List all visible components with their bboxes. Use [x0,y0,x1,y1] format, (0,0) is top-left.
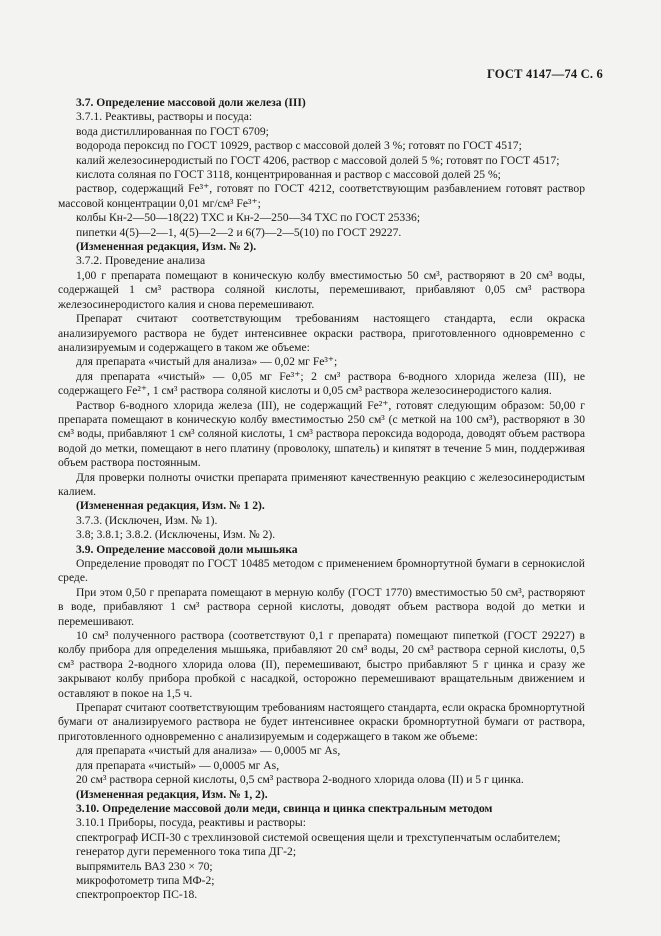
paragraph: для препарата «чистый» — 0,0005 мг As, [76,758,280,772]
paragraph: При этом 0,50 г препарата помещают в мерную колбу (ГОСТ 1770) вместимостью 50 см³, растворяют в воде, прибавляют 1 см³ раствора серной кислоты, доводят объем раствора водой до метки и перемешивают. [58,585,585,628]
section-heading: 3.7. Определение массовой доли железа (III) [76,96,306,109]
paragraph: генератор дуги переменного тока типа ДГ-2; [76,845,297,859]
paragraph: раствор, содержащий Fe³⁺, готовят по ГОСТ 4212, соответствующим разбавлением готовят раствор массовой концентрации 0,01 мг/см³ Fe³⁺; [58,182,585,210]
section-heading: 3.9. Определение массовой доли мышьяка [76,542,298,556]
paragraph: Препарат считают соответствующим требованиям настоящего стандарта, если окраска бромнортутной бумаги от анализируемого раствора не будет интенсивнее окраски бромнортутной бумаги от раствора, приготовленного одновременно с анализируемым и содержащего в таком же объеме: [58,701,585,743]
paragraph: микрофотометр типа МФ-2; [76,873,215,887]
paragraph: для препарата «чистый для анализа» — 0,02 мг Fe³⁺; [76,355,338,369]
paragraph: 3.8; 3.8.1; 3.8.2. (Исключены, Изм. № 2). [76,528,276,542]
paragraph: 1,00 г препарата помещают в коническую колбу вместимостью 50 см³, растворяют в 20 см³ воды, содержащей 1 см³ раствора соляной кислоты, перемешивают, прибавляют 0,05 см³ раствора железосинеродистого калия и снова перемешивают. [58,268,585,311]
paragraph: вода дистиллированная по ГОСТ 6709; [76,124,269,138]
paragraph: 20 см³ раствора серной кислоты, 0,5 см³ раствора 2-водного хлорида олова (II) и 5 г цинка. [76,773,524,787]
paragraph: для препарата «чистый для анализа» — 0,0005 мг As, [76,744,341,758]
section-heading: (Измененная редакция, Изм. № 1 2). [76,499,265,513]
paragraph: выпрямитель ВАЗ 230 × 70; [76,859,213,873]
paragraph: спектрограф ИСП-30 с трехлинзовой системой освещения щели и трехступенчатым ослабителем; [76,830,561,844]
paragraph: калий железосинеродистый по ГОСТ 4206, раствор с массовой долей 5 %; готовят по ГОСТ 4517; [76,153,560,167]
paragraph: Для проверки полноты очистки препарата применяют качественную реакцию с железосинеродистым калием. [58,470,585,498]
paragraph: колбы Кн-2—50—18(22) ТХС и Кн-2—250—34 ТХС по ГОСТ 25336; [76,211,421,225]
document-body [58,96,585,903]
paragraph: Раствор 6-водного хлорида железа (III), не содержащий Fe²⁺, готовят следующим образом: 50,00 г препарата помещают в коническую колбу вместимостью 250 см³ (с меткой на 100 см³), растворяют в 30 см³ воды, прибавляют 1 см³ соляной кислоты, 1 см³ раствора пероксида водорода, доводят объем раствора водой до метки, помещают в него платину (проволоку, шпатель) и кипятят в течение 5 мин, поддерживая объем раствора постоянным. [58,398,585,470]
paragraph: пипетки 4(5)—2—1, 4(5)—2—2 и 6(7)—2—5(10) по ГОСТ 29227. [76,225,402,239]
paragraph: Препарат считают соответствующим требованиям настоящего стандарта, если окраска анализируемого раствора не будет интенсивнее окраски раствора, приготовленного одновременно с анализируемым и содержащего в таком же объеме: [58,312,585,354]
paragraph: Определение проводят по ГОСТ 10485 методом с применением бромнортутной бумаги в сернокислой среде. [58,557,585,585]
paragraph: 3.7.1. Реактивы, растворы и посуда: [76,110,253,124]
paragraph: 10 см³ полученного раствора (соответствуют 0,1 г препарата) помещают пипеткой (ГОСТ 29227) в колбу прибора для определения мышьяка, прибавляют 20 см³ воды, 20 см³ раствора серной кислоты, 0,5 см³ раствора 2-водного хлорида олова (II), перемешивают, быстро прибавляют 5 г цинка и сразу же закрывают колбу прибора пробкой с насадкой, осторожно перемешивают вращательным движением и оставляют в покое на 1,5 ч. [58,629,585,700]
paragraph: спектропроектор ПС-18. [76,888,198,902]
page-header: ГОСТ 4147—74 С. 6 [486,67,603,81]
section-heading: (Измененная редакция, Изм. № 2). [76,240,257,254]
paragraph: водорода пероксид по ГОСТ 10929, раствор с массовой долей 3 %; готовят по ГОСТ 4517; [76,139,522,153]
section-heading: (Измененная редакция, Изм. № 1, 2). [76,787,268,801]
paragraph: 3.10.1 Приборы, посуда, реактивы и растворы: [76,816,306,830]
paragraph: 3.7.3. (Исключен, Изм. № 1). [76,513,218,527]
paragraph: 3.7.2. Проведение анализа [76,254,206,268]
section-heading: 3.10. Определение массовой доли меди, свинца и цинка спектральным методом [76,801,493,815]
paragraph: для препарата «чистый» — 0,05 мг Fe³⁺; 2 см³ раствора 6-водного хлорида железа (III), не содержащего Fe²⁺, 1 см³ раствора соляной кислоты и 0,05 см³ раствора железосинеродистого калия. [58,369,585,398]
paragraph: кислота соляная по ГОСТ 3118, концентрированная и раствор с массовой долей 25 %; [76,168,501,182]
